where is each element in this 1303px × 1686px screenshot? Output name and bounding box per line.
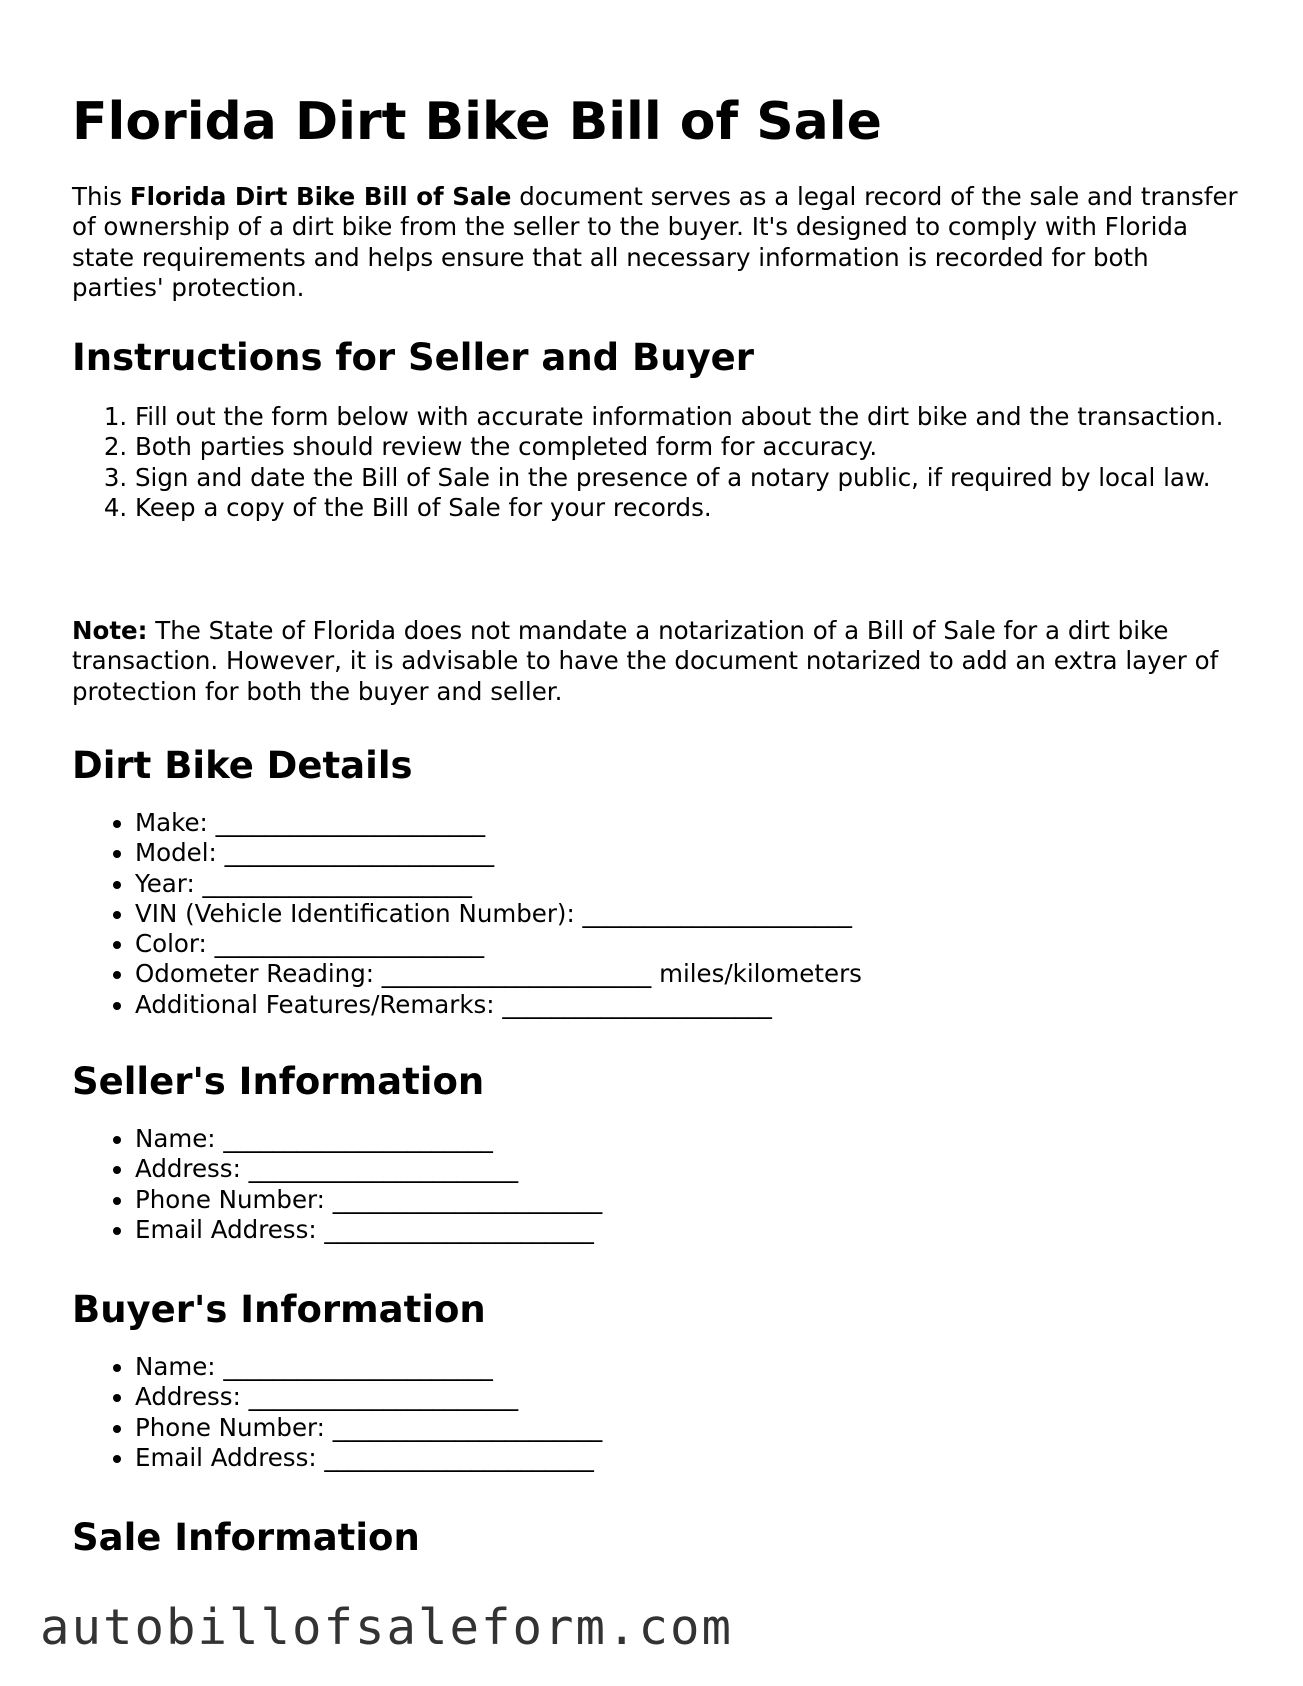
instructions-list xyxy=(72,402,1242,523)
bike-details-heading: Dirt Bike Details xyxy=(72,744,413,787)
intro-rest: document serves as a legal record of the sale and transfer of ownership of a dirt bike from the seller to the buyer. It's designed to comply with Florida state requirements and helps ensure that all necessary information is recorded for both parties' protection. xyxy=(72,182,1238,302)
seller-field-name: • Name: ______________________ xyxy=(135,1124,1242,1154)
bike-field-model: • Model: ______________________ xyxy=(135,838,1242,868)
instructions-heading: Instructions for Seller and Buyer xyxy=(72,336,755,379)
instruction-step: 1. Fill out the form below with accurate information about the dirt bike and the transaction. xyxy=(135,402,1242,432)
bike-details-list xyxy=(72,808,1242,1020)
watermark-domain: autobillofsaleform.com xyxy=(40,1599,734,1656)
buyer-info-list xyxy=(72,1352,1242,1473)
intro-bold-title: Florida Dirt Bike Bill of Sale xyxy=(129,182,512,211)
instruction-step: 3. Sign and date the Bill of Sale in the presence of a notary public, if required by local law. xyxy=(135,463,1242,493)
buyer-field-address: • Address: ______________________ xyxy=(135,1382,1242,1412)
bike-field-odometer: • Odometer Reading: ______________________ miles/kilometers xyxy=(135,959,1242,989)
intro-lead: This xyxy=(72,182,130,211)
bike-field-vin: • VIN (Vehicle Identification Number): ______________________ xyxy=(135,899,1242,929)
instruction-step: 2. Both parties should review the completed form for accuracy. xyxy=(135,432,1242,462)
buyer-info-heading: Buyer's Information xyxy=(72,1288,486,1331)
note-text: The State of Florida does not mandate a notarization of a Bill of Sale for a dirt bike transaction. However, it is advisable to have the document notarized to add an extra layer of protection for both the buyer and seller. xyxy=(72,616,1219,706)
bike-field-remarks: • Additional Features/Remarks: ______________________ xyxy=(135,990,1242,1020)
intro-paragraph xyxy=(72,182,1242,303)
bike-field-year: • Year: ______________________ xyxy=(135,869,1242,899)
note-paragraph xyxy=(72,616,1242,707)
buyer-field-name: • Name: ______________________ xyxy=(135,1352,1242,1382)
seller-info-heading: Seller's Information xyxy=(72,1060,485,1103)
seller-field-phone: • Phone Number: ______________________ xyxy=(135,1185,1242,1215)
instruction-step: 4. Keep a copy of the Bill of Sale for your records. xyxy=(135,493,1242,523)
bike-field-make: • Make: ______________________ xyxy=(135,808,1242,838)
buyer-field-email: • Email Address: ______________________ xyxy=(135,1443,1242,1473)
page-title: Florida Dirt Bike Bill of Sale xyxy=(72,92,882,152)
seller-info-list xyxy=(72,1124,1242,1245)
seller-field-email: • Email Address: ______________________ xyxy=(135,1215,1242,1245)
note-label: Note: xyxy=(72,616,148,645)
bike-field-color: • Color: ______________________ xyxy=(135,929,1242,959)
buyer-field-phone: • Phone Number: ______________________ xyxy=(135,1413,1242,1443)
sale-info-heading: Sale Information xyxy=(72,1516,420,1559)
seller-field-address: • Address: ______________________ xyxy=(135,1154,1242,1184)
